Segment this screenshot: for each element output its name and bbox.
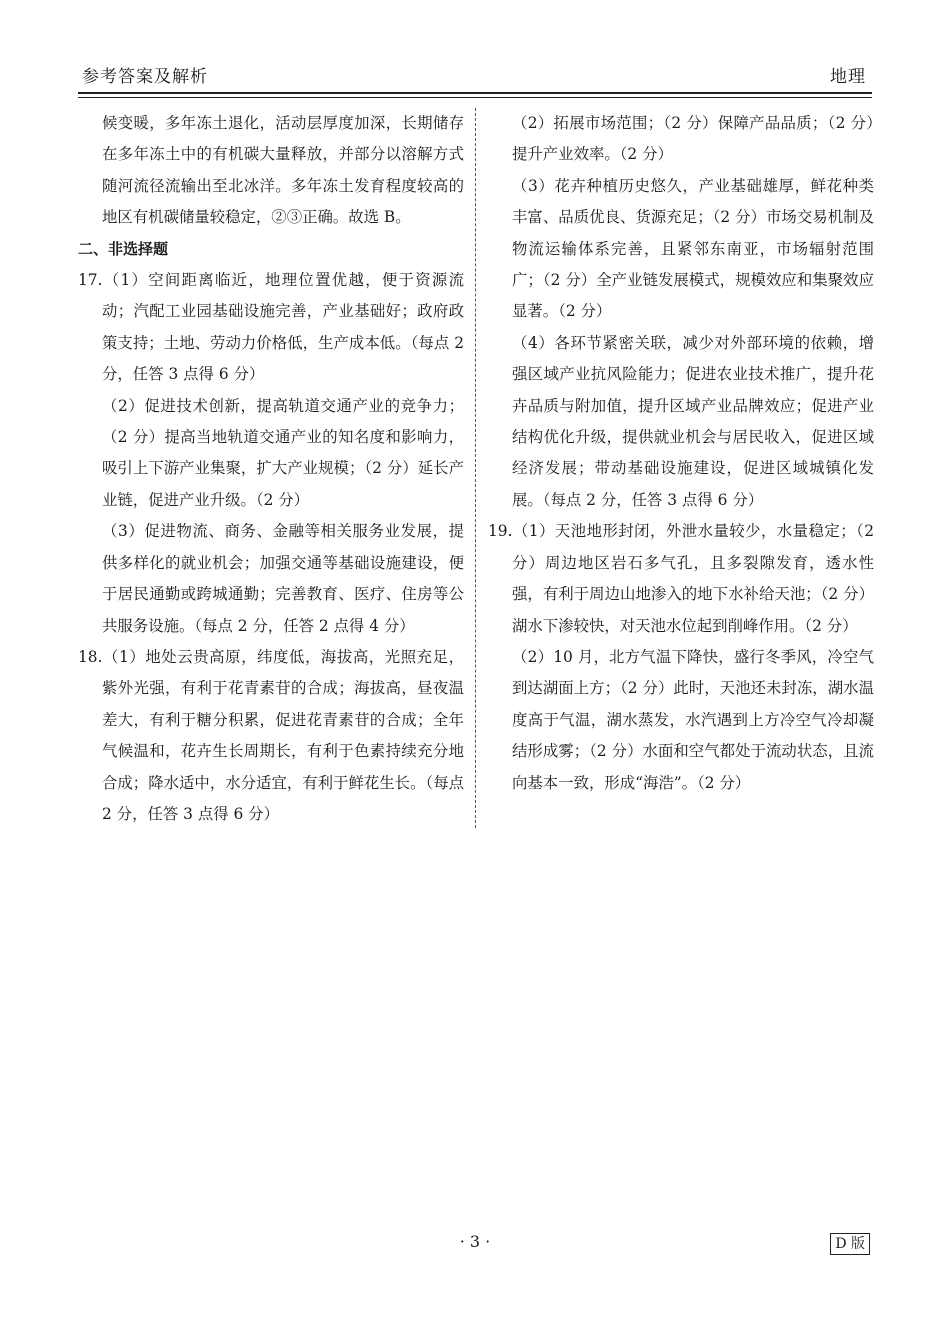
answer-17-2: （2）促进技术创新，提高轨道交通产业的竞争力；（2 分）提高当地轨道交通产业的知名度和影响力，吸引上下游产业集聚，扩大产业规模；（2 分）延长产业链，促进产业升级。（2 分） <box>102 396 464 509</box>
section-heading: 二、非选择题 <box>78 239 169 258</box>
header-subject: 地理 <box>830 67 866 87</box>
answer-17-1: 17.（1）空间距离临近，地理位置优越，便于资源流动；汽配工业园基础设施完善，产业基础好；政府政策支持；土地、劳动力价格低，生产成本低。（每点 2 分，任答 3 点得 6 分） <box>78 271 464 384</box>
answer-18-4: （4）各环节紧密关联，减少对外部环境的依赖，增强区域产业抗风险能力；促进农业技术推广，提升花卉品质与附加值，提升区域产业品牌效应；促进产业结构优化升级，提供就业机会与居民收入，促进区域经济发展；带动基础设施建设，促进区域城镇化发展。（每点 2 分，任答 3 点得 6 分） <box>512 333 874 509</box>
answer-18-3: （3）花卉种植历史悠久，产业基础雄厚，鲜花种类丰富、品质优良、货源充足；（2 分）市场交易机制及物流运输体系完善，且紧邻东南亚，市场辐射范围广；（2 分）全产业链发展模式，规模效应和集聚效应显著。（2 分） <box>512 176 874 321</box>
left-column <box>78 108 464 830</box>
header-title: 参考答案及解析 <box>82 67 208 87</box>
right-column <box>488 108 874 799</box>
page-header <box>78 58 872 94</box>
answer-18-2: （2）拓展市场范围；（2 分）保障产品品质；（2 分）提升产业效率。（2 分） <box>512 114 874 164</box>
answer-17-3: （3）促进物流、商务、金融等相关服务业发展，提供多样化的就业机会；加强交通等基础设施建设，便于居民通勤或跨城通勤；完善教育、医疗、住房等公共服务设施。（每点 2 分，任答 2 点得 4 分） <box>102 522 464 635</box>
header-rule-thin <box>78 97 872 98</box>
answer-paragraph: 候变暖，多年冻土退化，活动层厚度加深，长期储存在多年冻土中的有机碳大量释放，并部分以溶解方式随河流径流输出至北冰洋。多年冻土发育程度较高的地区有机碳储量较稳定，②③正确。故选 B。 <box>102 114 464 227</box>
answer-18-1: 18.（1）地处云贵高原，纬度低，海拔高，光照充足，紫外光强，有利于花青素苷的合成；海拔高，昼夜温差大，有利于糖分积累，促进花青素苷的合成；全年气候温和，花卉生长周期长，有利于色素持续充分地合成；降水适中，水分适宜，有利于鲜花生长。（每点 2 分，任答 3 点得 6 分） <box>78 647 464 823</box>
column-divider <box>475 108 476 828</box>
header-rule <box>78 92 872 94</box>
page-number: · 3 · <box>459 1232 491 1251</box>
edition-badge: D 版 <box>830 1233 870 1255</box>
answer-19-1: 19.（1）天池地形封闭，外泄水量较少，水量稳定；（2 分）周边地区岩石多气孔，且多裂隙发育，透水性强，有利于周边山地渗入的地下水补给天池；（2 分）湖水下渗较快，对天池水位起到削峰作用。（2 分） <box>488 522 874 635</box>
answer-19-2: （2）10 月，北方气温下降快，盛行冬季风，冷空气到达湖面上方；（2 分）此时，天池还未封冻，湖水温度高于气温，湖水蒸发，水汽遇到上方冷空气冷却凝结形成雾；（2 分）水面和空气都处于流动状态，且流向基本一致，形成“海浩”。（2 分） <box>512 647 874 792</box>
